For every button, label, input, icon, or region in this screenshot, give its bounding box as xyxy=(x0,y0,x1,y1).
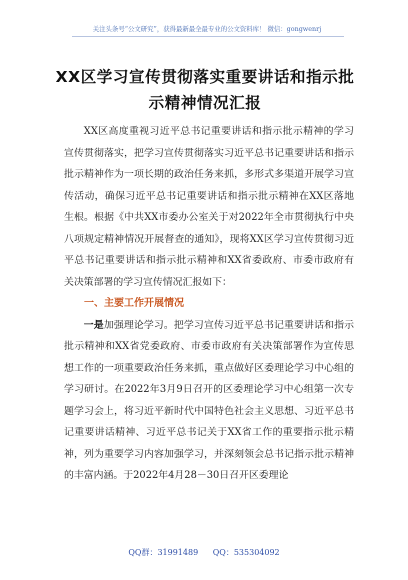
footer-qq: QQ：535304092 xyxy=(212,548,280,557)
document-body xyxy=(64,121,354,487)
footer-qq-group: QQ群：31991489 xyxy=(128,548,199,557)
footer xyxy=(0,547,408,559)
document-title: XX区学习宣传贯彻落实重要讲话和指示批示精神情况汇报 xyxy=(55,68,355,112)
header-banner: 关注头条号“公文研究”，获得最新最全最专业的公文资料库！ 微信：gongwenrj xyxy=(92,25,322,33)
paragraph-text: 加强理论学习。把学习宣传习近平总书记重要讲话和指示批示精神和XX省党委政府、市委市政府有关决策部署作为宣传思想工作的一项重要政治任务来抓，重点做好区委理论学习中心组的学习研讨。在2022年3月9日召开的区委理论学习中心组第一次专题学习会上，将习近平新时代中国特色社会主义思想、习近平总书记重要讲话精神、习近平总书记关于XX省工作的重要指示批示精神，列为重要学习内容加强学习，并深刻领会总书记指示批示精神的丰富内涵。于2022年4月28－30日召开区委理论 xyxy=(64,319,354,481)
section-heading: 一、主要工作开展情况 xyxy=(84,298,184,309)
intro-paragraph: XX区高度重视习近平总书记重要讲话和指示批示精神的学习宣传贯彻落实，把学习宣传贯彻落实习近平总书记重要讲话和指示批示精神作为一项长期的政治任务来抓，多形式多渠道开展学习宣传活动，确保习近平总书记重要讲话和指示批示精神在XX区落地生根。根据《中共XX市委办公室关于对2022年全市贯彻执行中央八项规定精神情况开展督查的通知》，现将XX区学习宣传贯彻习近平总书记重要讲话和指示批示精神和XX省委政府、市委市政府有关决策部署的学习宣传情况汇报如下： xyxy=(64,126,354,288)
body-paragraph xyxy=(64,315,354,487)
paragraph-lead: 一是 xyxy=(83,319,104,331)
header-divider xyxy=(72,36,344,37)
